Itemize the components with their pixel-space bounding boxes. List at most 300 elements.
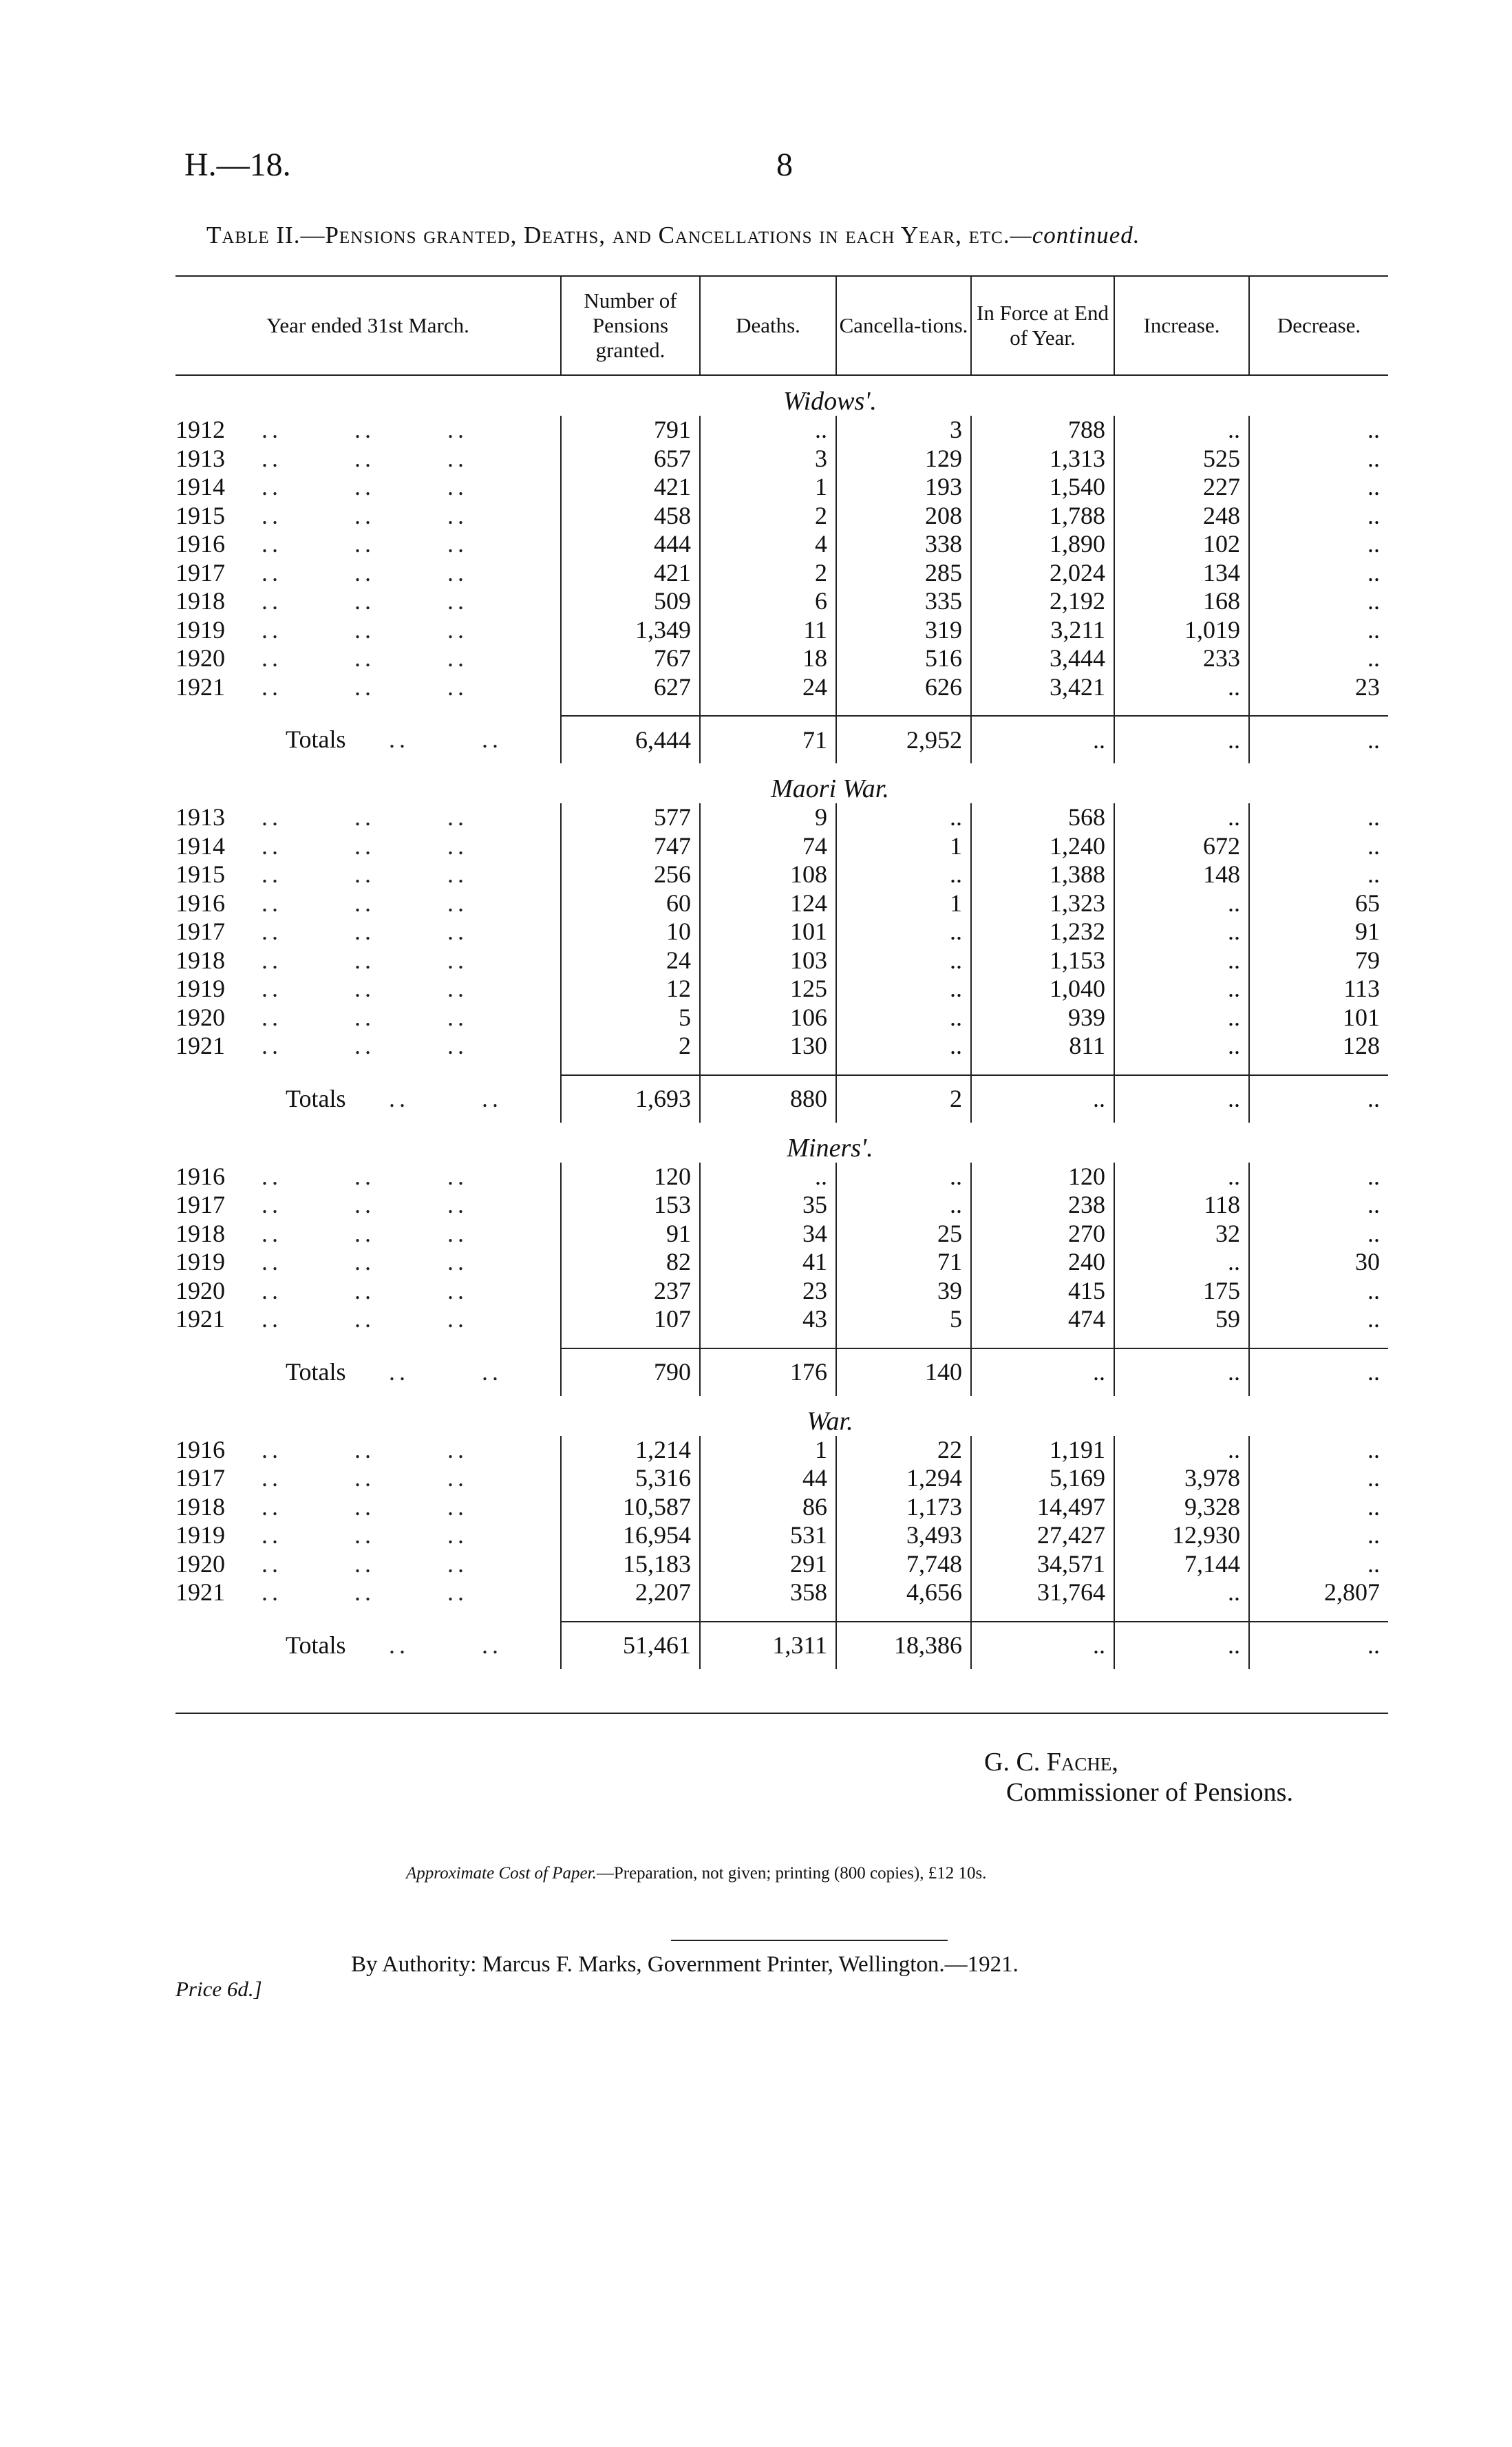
leader-dots: .. .. ..	[251, 946, 468, 974]
cancellations-cell: 25	[836, 1220, 971, 1249]
leader-dots: .. .. ..	[251, 1578, 468, 1607]
year-cell	[175, 860, 561, 889]
granted-cell: 421	[561, 559, 700, 588]
section-heading-cell	[175, 375, 1388, 416]
year-value: 1920	[175, 644, 225, 672]
granted-cell: 1,214	[561, 1436, 700, 1465]
granted-cell: 2	[561, 1032, 700, 1061]
year-value: 1916	[175, 1435, 225, 1463]
granted-cell: 2,207	[561, 1578, 700, 1607]
table-row	[175, 587, 1388, 616]
cancellations-cell: ..	[836, 1004, 971, 1032]
cancellations-cell: 193	[836, 473, 971, 502]
col-deaths: Deaths.	[700, 276, 836, 375]
deaths-cell: 531	[700, 1521, 836, 1550]
in-force-cell: 568	[971, 803, 1114, 832]
increase-cell: 3,978	[1114, 1464, 1249, 1493]
leader-dots: .. .. ..	[251, 444, 468, 472]
in-force-cell: 31,764	[971, 1578, 1114, 1607]
granted-cell: 12	[561, 975, 700, 1004]
table-row	[175, 473, 1388, 502]
granted-cell: 237	[561, 1277, 700, 1306]
section-heading-cell	[175, 1396, 1388, 1436]
year-cell	[175, 975, 561, 1004]
decrease-cell: ..	[1249, 1550, 1388, 1579]
increase-cell: 9,328	[1114, 1493, 1249, 1522]
leader-dots: .. ..	[389, 1084, 502, 1112]
table-row	[175, 803, 1388, 832]
year-cell	[175, 616, 561, 645]
granted-cell: 15,183	[561, 1550, 700, 1579]
deaths-cell: ..	[700, 416, 836, 445]
year-value: 1921	[175, 672, 225, 701]
year-value: 1920	[175, 1549, 225, 1578]
increase-cell: ..	[1114, 1578, 1249, 1607]
spacer-row	[175, 1607, 1388, 1622]
in-force-cell: 3,211	[971, 616, 1114, 645]
granted-cell: 791	[561, 416, 700, 445]
increase-cell: ..	[1114, 889, 1249, 918]
leader-dots: .. .. ..	[251, 1248, 468, 1276]
deaths-cell: 74	[700, 832, 836, 861]
col-granted: Number of Pensions granted.	[561, 276, 700, 375]
in-force-cell: 27,427	[971, 1521, 1114, 1550]
deaths-cell: 1	[700, 473, 836, 502]
cancellations-cell: ..	[836, 1191, 971, 1220]
table-row	[175, 1305, 1388, 1334]
decrease-cell: ..	[1249, 1220, 1388, 1249]
leader-dots: .. .. ..	[251, 975, 468, 1003]
leader-dots: .. .. ..	[251, 587, 468, 615]
granted-cell: 5	[561, 1004, 700, 1032]
in-force-cell: 1,191	[971, 1436, 1114, 1465]
cancellations-cell: 39	[836, 1277, 971, 1306]
in-force-cell: 1,040	[971, 975, 1114, 1004]
deaths-cell: 103	[700, 946, 836, 975]
table-header-row	[175, 276, 1388, 375]
year-value: 1921	[175, 1032, 225, 1060]
in-force-cell: 3,444	[971, 644, 1114, 673]
table-row	[175, 1248, 1388, 1277]
increase-cell: 134	[1114, 559, 1249, 588]
totals-increase-cell: ..	[1114, 716, 1249, 763]
year-cell	[175, 502, 561, 531]
cancellations-cell: 4,656	[836, 1578, 971, 1607]
table-row	[175, 1464, 1388, 1493]
cost-text: —Preparation, not given; printing (800 copies), £12 10s.	[596, 1864, 987, 1883]
totals-cancellations-cell: 2,952	[836, 716, 971, 763]
decrease-cell: ..	[1249, 1163, 1388, 1191]
totals-decrease-cell: ..	[1249, 716, 1388, 763]
printer-authority: By Authority: Marcus F. Marks, Government Printer, Wellington.—1921.	[351, 1952, 1019, 1977]
year-cell	[175, 1163, 561, 1191]
year-value: 1919	[175, 1248, 225, 1276]
increase-cell: ..	[1114, 1004, 1249, 1032]
decrease-cell: ..	[1249, 1464, 1388, 1493]
totals-granted-cell: 1,693	[561, 1075, 700, 1123]
col-cancellations: Cancella-tions.	[836, 276, 971, 375]
year-value: 1918	[175, 1219, 225, 1247]
year-value: 1916	[175, 1162, 225, 1190]
year-cell	[175, 889, 561, 918]
year-cell	[175, 946, 561, 975]
table-title	[206, 222, 1140, 249]
table-row	[175, 1191, 1388, 1220]
year-cell	[175, 1220, 561, 1249]
totals-cancellations-cell: 140	[836, 1348, 971, 1396]
cancellations-cell: 7,748	[836, 1550, 971, 1579]
cancellations-cell: 208	[836, 502, 971, 531]
in-force-cell: 811	[971, 1032, 1114, 1061]
leader-dots: .. ..	[389, 1631, 502, 1659]
deaths-cell: 124	[700, 889, 836, 918]
leader-dots: .. .. ..	[251, 1492, 468, 1521]
year-value: 1915	[175, 501, 225, 529]
totals-label: Totals	[286, 725, 346, 753]
deaths-cell: 130	[700, 1032, 836, 1061]
leader-dots: .. .. ..	[251, 416, 468, 444]
totals-decrease-cell: ..	[1249, 1075, 1388, 1123]
totals-label: Totals	[286, 1631, 346, 1659]
in-force-cell: 2,024	[971, 559, 1114, 588]
increase-cell: 148	[1114, 860, 1249, 889]
year-cell	[175, 673, 561, 702]
decrease-cell: ..	[1249, 1277, 1388, 1306]
increase-cell: 525	[1114, 445, 1249, 474]
price: Price 6d.]	[175, 1977, 262, 2001]
in-force-cell: 1,153	[971, 946, 1114, 975]
year-cell	[175, 803, 561, 832]
leader-dots: .. .. ..	[251, 501, 468, 529]
leader-dots: .. .. ..	[251, 1162, 468, 1190]
increase-cell: ..	[1114, 1163, 1249, 1191]
cancellations-cell: ..	[836, 946, 971, 975]
col-increase: Increase.	[1114, 276, 1249, 375]
cancellations-cell: 626	[836, 673, 971, 702]
table-row	[175, 1436, 1388, 1465]
year-value: 1917	[175, 1464, 225, 1492]
col-in-force: In Force at End of Year.	[971, 276, 1114, 375]
in-force-cell: 788	[971, 416, 1114, 445]
deaths-cell: 101	[700, 918, 836, 946]
leader-dots: .. .. ..	[251, 1191, 468, 1219]
in-force-cell: 474	[971, 1305, 1114, 1334]
document-reference: H.—18.	[184, 147, 291, 183]
deaths-cell: 23	[700, 1277, 836, 1306]
granted-cell: 153	[561, 1191, 700, 1220]
section-heading-cell	[175, 763, 1388, 803]
year-cell	[175, 1550, 561, 1579]
granted-cell: 657	[561, 445, 700, 474]
in-force-cell: 240	[971, 1248, 1114, 1277]
totals-increase-cell: ..	[1114, 1622, 1249, 1669]
year-value: 1919	[175, 615, 225, 644]
deaths-cell: 125	[700, 975, 836, 1004]
totals-in-force-cell: ..	[971, 716, 1114, 763]
deaths-cell: 358	[700, 1578, 836, 1607]
totals-cancellations-cell: 2	[836, 1075, 971, 1123]
leader-dots: .. .. ..	[251, 1276, 468, 1304]
decrease-cell: ..	[1249, 644, 1388, 673]
leader-dots: .. .. ..	[251, 803, 468, 831]
cancellations-cell: 1	[836, 889, 971, 918]
decrease-cell: ..	[1249, 587, 1388, 616]
in-force-cell: 2,192	[971, 587, 1114, 616]
granted-cell: 16,954	[561, 1521, 700, 1550]
table-row	[175, 1277, 1388, 1306]
deaths-cell: 34	[700, 1220, 836, 1249]
table-row	[175, 1550, 1388, 1579]
deaths-cell: 108	[700, 860, 836, 889]
leader-dots: .. .. ..	[251, 558, 468, 586]
totals-label-cell	[175, 716, 561, 763]
cancellations-cell: 1	[836, 832, 971, 861]
in-force-cell: 1,540	[971, 473, 1114, 502]
spacer-row	[175, 1334, 1388, 1348]
leader-dots: .. .. ..	[251, 1032, 468, 1060]
deaths-cell: 2	[700, 502, 836, 531]
year-value: 1919	[175, 1521, 225, 1549]
totals-decrease-cell: ..	[1249, 1348, 1388, 1396]
cancellations-cell: 5	[836, 1305, 971, 1334]
granted-cell: 82	[561, 1248, 700, 1277]
year-cell	[175, 1248, 561, 1277]
year-value: 1918	[175, 1492, 225, 1521]
cancellations-cell: ..	[836, 975, 971, 1004]
cancellations-cell: 285	[836, 559, 971, 588]
year-value: 1917	[175, 918, 225, 946]
increase-cell: 12,930	[1114, 1521, 1249, 1550]
leader-dots: .. .. ..	[251, 644, 468, 672]
in-force-cell: 1,313	[971, 445, 1114, 474]
deaths-cell: 4	[700, 530, 836, 559]
year-value: 1913	[175, 803, 225, 831]
increase-cell: ..	[1114, 1248, 1249, 1277]
table-row	[175, 644, 1388, 673]
year-cell	[175, 559, 561, 588]
cancellations-cell: 335	[836, 587, 971, 616]
section-heading: Widows'.	[783, 387, 877, 416]
increase-cell: ..	[1114, 416, 1249, 445]
cancellations-cell: 1,173	[836, 1493, 971, 1522]
cancellations-cell: 22	[836, 1436, 971, 1465]
deaths-cell: 2	[700, 559, 836, 588]
leader-dots: .. ..	[389, 1357, 502, 1386]
in-force-cell: 14,497	[971, 1493, 1114, 1522]
increase-cell: 59	[1114, 1305, 1249, 1334]
table-title-suffix: —continued.	[1010, 222, 1140, 248]
granted-cell: 60	[561, 889, 700, 918]
leader-dots: .. .. ..	[251, 831, 468, 860]
decrease-cell: ..	[1249, 416, 1388, 445]
cancellations-cell: ..	[836, 1163, 971, 1191]
granted-cell: 509	[561, 587, 700, 616]
decrease-cell: ..	[1249, 616, 1388, 645]
col-year: Year ended 31st March.	[175, 276, 561, 375]
totals-row	[175, 716, 1388, 763]
deaths-cell: 86	[700, 1493, 836, 1522]
section-heading: War.	[807, 1406, 853, 1436]
table-row	[175, 445, 1388, 474]
page-number: 8	[776, 147, 793, 183]
decrease-cell: ..	[1249, 473, 1388, 502]
year-value: 1921	[175, 1305, 225, 1333]
totals-deaths-cell: 71	[700, 716, 836, 763]
deaths-cell: 106	[700, 1004, 836, 1032]
increase-cell: ..	[1114, 1032, 1249, 1061]
table-bottom-rule	[175, 1713, 1388, 1714]
totals-label: Totals	[286, 1357, 346, 1386]
totals-deaths-cell: 1,311	[700, 1622, 836, 1669]
increase-cell: 1,019	[1114, 616, 1249, 645]
decrease-cell: ..	[1249, 1305, 1388, 1334]
spacer-row	[175, 701, 1388, 716]
deaths-cell: 6	[700, 587, 836, 616]
year-value: 1914	[175, 831, 225, 860]
leader-dots: .. .. ..	[251, 918, 468, 946]
totals-deaths-cell: 880	[700, 1075, 836, 1123]
cancellations-cell: 516	[836, 644, 971, 673]
table-row	[175, 673, 1388, 702]
year-cell	[175, 1521, 561, 1550]
increase-cell: ..	[1114, 673, 1249, 702]
table-row	[175, 975, 1388, 1004]
year-value: 1918	[175, 587, 225, 615]
year-cell	[175, 1578, 561, 1607]
decrease-cell: 79	[1249, 946, 1388, 975]
in-force-cell: 1,323	[971, 889, 1114, 918]
table-row	[175, 502, 1388, 531]
granted-cell: 24	[561, 946, 700, 975]
year-value: 1913	[175, 444, 225, 472]
year-cell	[175, 473, 561, 502]
decrease-cell: ..	[1249, 832, 1388, 861]
totals-row	[175, 1622, 1388, 1669]
year-value: 1912	[175, 416, 225, 444]
table-row	[175, 1004, 1388, 1032]
totals-label: Totals	[286, 1084, 346, 1112]
year-cell	[175, 832, 561, 861]
table-title-main: Table II.—Pensions granted, Deaths, and Cancellations in each Year, etc.	[206, 222, 1010, 248]
deaths-cell: ..	[700, 1163, 836, 1191]
year-cell	[175, 1493, 561, 1522]
totals-granted-cell: 6,444	[561, 716, 700, 763]
totals-label-cell	[175, 1622, 561, 1669]
year-value: 1914	[175, 473, 225, 501]
year-cell	[175, 1032, 561, 1061]
leader-dots: .. .. ..	[251, 1305, 468, 1333]
year-value: 1916	[175, 530, 225, 558]
in-force-cell: 5,169	[971, 1464, 1114, 1493]
granted-cell: 107	[561, 1305, 700, 1334]
decrease-cell: ..	[1249, 803, 1388, 832]
year-value: 1917	[175, 1191, 225, 1219]
decrease-cell: ..	[1249, 445, 1388, 474]
decrease-cell: ..	[1249, 1191, 1388, 1220]
year-cell	[175, 445, 561, 474]
deaths-cell: 3	[700, 445, 836, 474]
section-heading-row	[175, 763, 1388, 803]
leader-dots: .. .. ..	[251, 473, 468, 501]
deaths-cell: 9	[700, 803, 836, 832]
increase-cell: ..	[1114, 1436, 1249, 1465]
cancellations-cell: ..	[836, 918, 971, 946]
cancellations-cell: 1,294	[836, 1464, 971, 1493]
granted-cell: 458	[561, 502, 700, 531]
in-force-cell: 415	[971, 1277, 1114, 1306]
totals-granted-cell: 51,461	[561, 1622, 700, 1669]
year-value: 1918	[175, 946, 225, 974]
year-value: 1916	[175, 889, 225, 917]
decrease-cell: ..	[1249, 860, 1388, 889]
pensions-table	[175, 275, 1388, 1669]
year-value: 1917	[175, 558, 225, 586]
section-heading-row	[175, 1123, 1388, 1163]
leader-dots: .. .. ..	[251, 1549, 468, 1578]
increase-cell: 118	[1114, 1191, 1249, 1220]
leader-dots: .. .. ..	[251, 1003, 468, 1031]
granted-cell: 577	[561, 803, 700, 832]
spacer-row	[175, 1061, 1388, 1075]
table-row	[175, 889, 1388, 918]
table-row	[175, 918, 1388, 946]
leader-dots: .. .. ..	[251, 530, 468, 558]
granted-cell: 256	[561, 860, 700, 889]
totals-in-force-cell: ..	[971, 1622, 1114, 1669]
granted-cell: 1,349	[561, 616, 700, 645]
signature-title: Commissioner of Pensions.	[1006, 1778, 1293, 1807]
table-row	[175, 1220, 1388, 1249]
granted-cell: 627	[561, 673, 700, 702]
cancellations-cell: ..	[836, 860, 971, 889]
deaths-cell: 11	[700, 616, 836, 645]
in-force-cell: 1,890	[971, 530, 1114, 559]
year-value: 1920	[175, 1276, 225, 1304]
table-body	[175, 375, 1388, 1669]
table-row	[175, 530, 1388, 559]
table-row	[175, 559, 1388, 588]
in-force-cell: 939	[971, 1004, 1114, 1032]
cancellations-cell: 71	[836, 1248, 971, 1277]
totals-row	[175, 1075, 1388, 1123]
decrease-cell: ..	[1249, 1493, 1388, 1522]
decrease-cell: 30	[1249, 1248, 1388, 1277]
year-value: 1921	[175, 1578, 225, 1607]
decrease-cell: 101	[1249, 1004, 1388, 1032]
year-cell	[175, 1464, 561, 1493]
table-row	[175, 1493, 1388, 1522]
table-row	[175, 616, 1388, 645]
cancellations-cell: 3,493	[836, 1521, 971, 1550]
in-force-cell: 1,388	[971, 860, 1114, 889]
table-row	[175, 416, 1388, 445]
increase-cell: 248	[1114, 502, 1249, 531]
granted-cell: 10,587	[561, 1493, 700, 1522]
decrease-cell: 23	[1249, 673, 1388, 702]
in-force-cell: 34,571	[971, 1550, 1114, 1579]
leader-dots: .. .. ..	[251, 889, 468, 917]
year-cell	[175, 1277, 561, 1306]
table-row	[175, 1578, 1388, 1607]
totals-row	[175, 1348, 1388, 1396]
decrease-cell: 65	[1249, 889, 1388, 918]
totals-in-force-cell: ..	[971, 1348, 1114, 1396]
leader-dots: .. .. ..	[251, 1435, 468, 1463]
totals-granted-cell: 790	[561, 1348, 700, 1396]
deaths-cell: 44	[700, 1464, 836, 1493]
decrease-cell: 2,807	[1249, 1578, 1388, 1607]
increase-cell: ..	[1114, 803, 1249, 832]
